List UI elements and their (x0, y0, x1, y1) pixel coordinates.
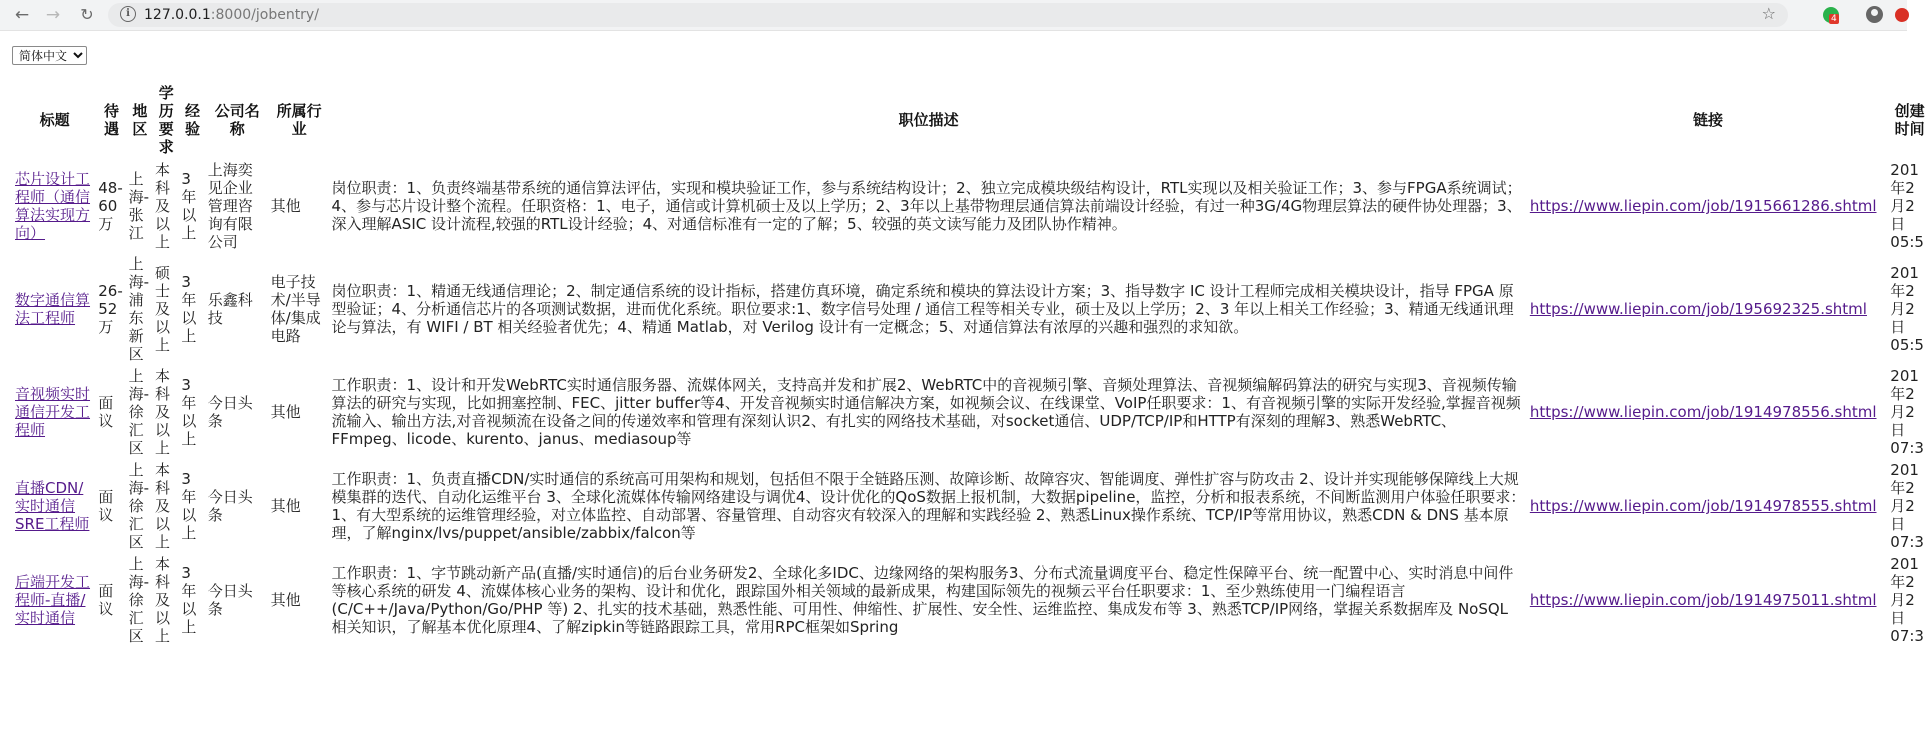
job-title-cell (14, 554, 95, 646)
pay-cell: 面议 (98, 582, 114, 618)
extension-badge: 4 (1831, 14, 1837, 24)
address-url[interactable] (144, 7, 319, 23)
edu-cell: 本科及以上 (155, 161, 171, 251)
header-area: 地区 (132, 102, 148, 138)
header-link: 链接 (1693, 111, 1724, 129)
profile-icon[interactable] (1866, 6, 1883, 23)
link-cell (1529, 366, 1887, 458)
job-title-link[interactable]: 音视频实时通信开发工程师 (15, 385, 91, 439)
table-header-row (14, 82, 1930, 158)
browser-menu-icon[interactable] (1895, 8, 1909, 22)
area-cell: 上海-徐汇区 (128, 555, 150, 645)
description-cell: 岗位职责：1、精通无线通信理论；2、制定通信系统的设计指标，搭建仿真环境，确定系统和模块的算法设计方案；3、指导数字 IC 设计工程师完成相关模块设计，指导 FPGA 原型验证；4、分析通信芯片的各项测试数据，进而优化系统。职位要求:1、数字信号处理 / 通信工程等相关专业，硕士及以上学历；2、3 年以上相关工作经验；3、精通无线通讯理论与算法，有 WIFI / BT 相关经验者优先；4、精通 Matlab，对 Verilog 设计有一定概念；5、对通信算法有浓厚的兴趣和强烈的求知欲。 (331, 282, 1514, 336)
browser-toolbar (0, 0, 1907, 31)
exp-cell: 3年以上 (181, 564, 197, 636)
header-created: 创建时间 (1894, 102, 1925, 138)
link-cell (1529, 460, 1887, 552)
table-row (14, 160, 1930, 252)
industry-cell: 其他 (270, 197, 301, 215)
exp-cell: 3年以上 (181, 470, 197, 542)
forward-arrow-icon[interactable]: → (45, 5, 61, 25)
job-title-cell (14, 460, 95, 552)
job-url-link[interactable]: https://www.liepin.com/job/1914978556.shtml (1529, 403, 1877, 421)
pay-cell: 48-60万 (98, 179, 123, 233)
job-title-link[interactable]: 后端开发工程师-直播/实时通信 (15, 573, 91, 627)
job-title-cell (14, 254, 95, 364)
link-cell (1529, 554, 1887, 646)
area-cell: 上海-徐汇区 (128, 367, 150, 457)
industry-cell: 其他 (270, 403, 301, 421)
job-title-link[interactable]: 数字通信算法工程师 (15, 291, 91, 327)
description-cell: 工作职责：1、字节跳动新产品(直播/实时通信)的后台业务研发2、全球化多IDC、边缘网络的架构服务3、分布式流量调度平台、稳定性保障平台、统一配置中心、实时消息中间件等核心系统的研发 4、流媒体核心业务的架构、设计和优化，跟踪国外相关领域的最新成果，构建国际领先的视频云平台任职要求：1、至少熟练使用一门编程语言(C/C++/Java/Python/Go/PHP 等) 2、扎实的技术基础，熟悉性能、可用性、伸缩性、扩展性、安全性、运维监控、集成发布等 3、熟悉TCP/IP网络，掌握关系数据库及 NoSQL 相关知识，了解基本优化原理4、了解zipkin等链路跟踪工具，常用RPC框架如Spring (331, 564, 1514, 636)
job-title-link[interactable]: 芯片设计工程师（通信算法实现方向） (15, 170, 91, 242)
url-host: 127.0.0.1 (144, 7, 211, 23)
job-title-cell (14, 366, 95, 458)
extension-icon[interactable] (1823, 7, 1839, 23)
language-select[interactable] (12, 46, 87, 65)
job-url-link[interactable]: https://www.liepin.com/job/1915661286.shtml (1529, 197, 1877, 215)
created-cell: 201年2月2日07:3 (1890, 555, 1924, 645)
job-url-link[interactable]: https://www.liepin.com/job/1914975011.shtml (1529, 591, 1877, 609)
address-bar[interactable] (108, 3, 1788, 27)
created-cell: 201年2月2日05:5 (1890, 264, 1924, 354)
header-title: 标题 (39, 111, 70, 129)
pay-cell: 面议 (98, 488, 114, 524)
link-cell (1529, 254, 1887, 364)
header-pay: 待遇 (103, 102, 119, 138)
edu-cell: 本科及以上 (155, 367, 171, 457)
back-arrow-icon[interactable]: ← (14, 5, 30, 25)
company-cell: 上海奕见企业管理咨询有限公司 (207, 161, 253, 251)
area-cell: 上海-浦东新区 (128, 255, 150, 363)
link-cell (1529, 160, 1887, 252)
exp-cell: 3年以上 (181, 273, 197, 345)
table-row (14, 460, 1930, 552)
job-table (12, 80, 1932, 648)
industry-cell: 其他 (270, 497, 301, 515)
job-url-link[interactable]: https://www.liepin.com/job/1914978555.shtml (1529, 497, 1877, 515)
created-cell: 201年2月2日05:5 (1890, 161, 1924, 251)
header-company: 公司名称 (214, 102, 260, 138)
company-cell: 今日头条 (207, 394, 253, 430)
industry-cell: 其他 (270, 591, 301, 609)
company-cell: 今日头条 (207, 488, 253, 524)
job-title-cell (14, 160, 95, 252)
description-cell: 工作职责：1、负责直播CDN/实时通信的系统高可用架构和规划，包括但不限于全链路压测、故障诊断、故障容灾、智能调度、弹性扩容与防攻击 2、设计并实现能够保障线上大规模集群的迭代、自动化运维平台 3、全球化流媒体传输网络建设与调优4、设计优化的QoS数据上报机制，大数据pipeline，监控，分析和报表系统，不间断监测用户体验任职要求：1、有大型系统的运维管理经验，对立体监控、自动部署、容量管理、自动容灾有较深入的理解和实践经验 2、熟悉Linux操作系统、TCP/IP等常用协议，熟悉CDN & DNS 基本原理，了解nginx/lvs/puppet/ansible/zabbix/falcon等 (331, 470, 1526, 542)
table-row (14, 366, 1930, 458)
header-desc: 职位描述 (898, 111, 959, 129)
created-cell: 201年2月2日07:3 (1890, 367, 1924, 457)
area-cell: 上海-张江 (128, 170, 150, 242)
url-path: :8000/jobentry/ (210, 7, 319, 23)
area-cell: 上海-徐汇区 (128, 461, 150, 551)
edu-cell: 本科及以上 (155, 461, 171, 551)
industry-cell: 电子技术/半导体/集成电路 (270, 273, 321, 345)
header-industry: 所属行业 (276, 102, 322, 138)
header-edu: 学历要求 (158, 84, 174, 156)
pay-cell: 面议 (98, 394, 114, 430)
header-exp: 经验 (185, 102, 201, 138)
job-title-link[interactable]: 直播CDN/实时通信SRE工程师 (15, 479, 90, 533)
job-url-link[interactable]: https://www.liepin.com/job/195692325.shtml (1529, 300, 1867, 318)
exp-cell: 3年以上 (181, 376, 197, 448)
company-cell: 今日头条 (207, 582, 253, 618)
company-cell: 乐鑫科技 (207, 291, 253, 327)
bookmark-star-icon[interactable]: ☆ (1761, 4, 1776, 23)
created-cell: 201年2月2日07:3 (1890, 461, 1924, 551)
site-info-icon[interactable]: i (120, 6, 136, 22)
description-cell: 工作职责：1、设计和开发WebRTC实时通信服务器、流媒体网关，支持高并发和扩展2、WebRTC中的音视频引擎、音频处理算法、音视频编解码算法的研究与实现3、音视频传输算法的研究与实现，比如拥塞控制、FEC、jitter buffer等4、开发音视频实时通信解决方案，如视频会议、在线课堂、VoIP任职要求：1、有音视频引擎的实际开发经验,掌握音视频流输入、输出方法,对音视频流在设备之间的传递效率和管理有深刻认识2、有扎实的网络技术基础，对socket通信、UDP/TCP/IP和HTTP有深刻的理解3、熟悉WebRTC、FFmpeg、licode、kurento、janus、mediasoup等 (331, 376, 1521, 448)
pay-cell: 26-52万 (98, 282, 123, 336)
table-row (14, 254, 1930, 364)
edu-cell: 硕士及以上 (155, 264, 171, 354)
table-row (14, 554, 1930, 646)
description-cell: 岗位职责：1、负责终端基带系统的通信算法评估，实现和模块验证工作，参与系统结构设计；2、独立完成模块级结构设计，RTL实现以及相关验证工作；3、参与FPGA系统调试；4、参与芯片设计整个流程。任职资格：1、电子，通信或计算机硕士及以上学历；2、3年以上基带物理层通信算法前端设计经验，有过一种3G/4G物理层算法的硬件协处理器；3、深入理解ASIC 设计流程,较强的RTL设计经验；4、对通信标准有一定的了解；5、较强的英文读写能力及团队协作精神。 (331, 179, 1522, 233)
exp-cell: 3年以上 (181, 170, 197, 242)
edu-cell: 本科及以上 (155, 555, 171, 645)
reload-icon[interactable]: ↻ (80, 5, 94, 24)
